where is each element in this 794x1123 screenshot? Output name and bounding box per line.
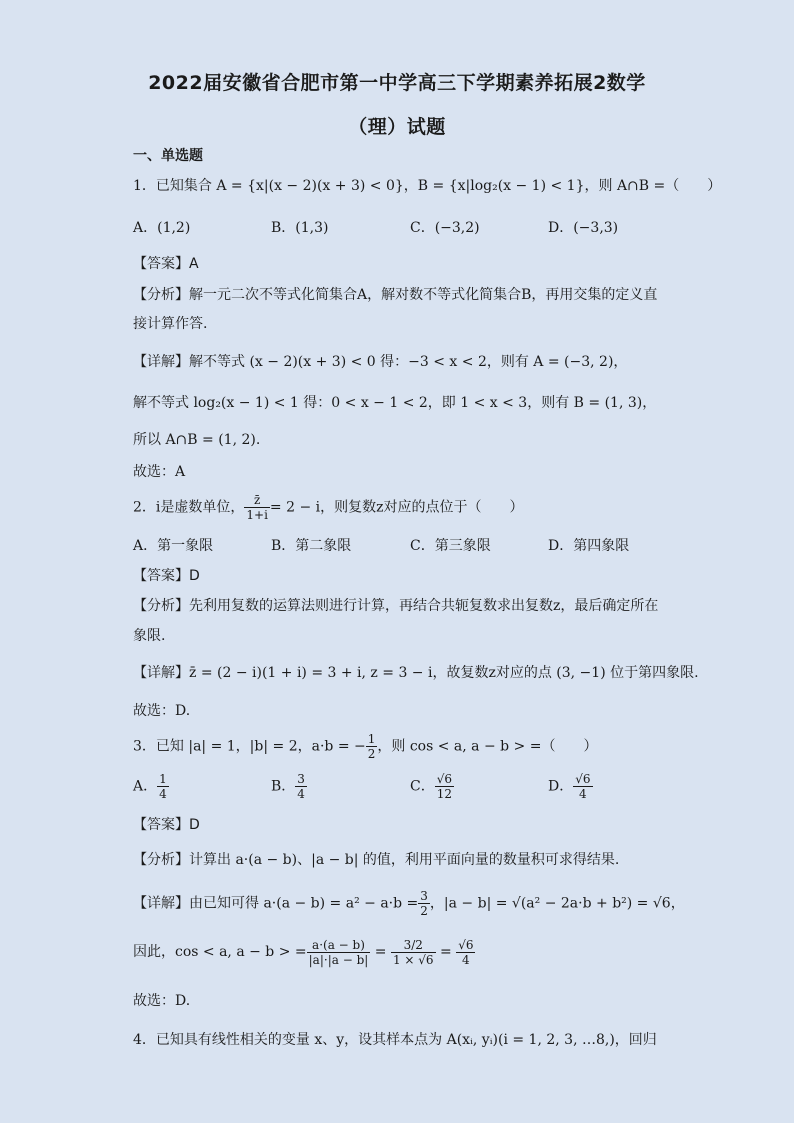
q3-option-c-fraction xyxy=(435,772,454,801)
q3-detail-2-fraction-1 xyxy=(307,938,371,967)
q1-detail-3: 所以 A∩B = (1, 2). xyxy=(133,432,261,448)
q3-option-a-denominator: 4 xyxy=(159,787,167,801)
q3-detail-2-fraction-2-numerator: 3/2 xyxy=(391,938,436,953)
q3-detail-2-fraction-3-numerator: √6 xyxy=(458,937,474,952)
document-title-line2: （理）试题 xyxy=(348,116,446,138)
q3-stem-fraction-numerator: 1 xyxy=(367,732,376,746)
q3-analysis: 【分析】计算出 a·(a − b)、|a − b| 的值，利用平面向量的数量积可求得结果. xyxy=(133,852,620,868)
q2-stem-post: = 2 − i，则复数z对应的点位于（ ） xyxy=(269,499,524,516)
q1-answer: 【答案】A xyxy=(133,256,199,272)
q3-detail-2-fraction-1-denominator: |a|·|a − b| xyxy=(308,952,369,967)
q3-detail-1-denominator: 2 xyxy=(420,904,428,918)
q1-choose: 故选：A xyxy=(133,464,186,480)
q3-option-a-fraction xyxy=(157,772,169,801)
q3-option-a xyxy=(133,772,169,801)
q2-stem-pre: 2．i是虚数单位， xyxy=(133,499,245,516)
q1-option-b: B．(1,3) xyxy=(271,220,329,236)
q2-option-b: B．第二象限 xyxy=(271,538,352,554)
q3-option-c xyxy=(410,772,454,801)
q3-option-d xyxy=(548,772,593,801)
q3-option-b-fraction xyxy=(295,772,307,801)
q2-fraction xyxy=(244,493,270,522)
q3-detail-1-numerator: 3 xyxy=(420,889,428,903)
q3-detail-2-fraction-2 xyxy=(391,938,436,967)
q2-detail: 【详解】z̄ = (2 − i)(1 + i) = 3 + i, z = 3 − i，故复数z对应的点 (3, −1) 位于第四象限. xyxy=(133,665,699,681)
q3-detail-1 xyxy=(133,889,754,918)
q3-detail-1-fraction xyxy=(418,889,430,918)
q3-stem-fraction-denominator: 2 xyxy=(367,747,376,761)
q1-option-d: D．(−3,3) xyxy=(548,220,619,236)
q2-fraction-denominator: 1+i xyxy=(246,508,268,522)
q1-detail-1: 【详解】解不等式 (x − 2)(x + 3) < 0 得：−3 < x < 2，则有 A = (−3, 2)， xyxy=(133,354,628,370)
q1-analysis-1: 【分析】解一元二次不等式化简集合A，解对数不等式化简集合B，再用交集的定义直 xyxy=(133,287,658,303)
q3-option-b-denominator: 4 xyxy=(297,787,305,801)
q3-detail-1-pre: 【详解】由已知可得 a·(a − b) = a² − a·b = xyxy=(133,895,419,912)
q2-stem xyxy=(133,493,754,522)
q3-detail-2-fraction-3-denominator: 4 xyxy=(462,952,470,967)
q3-option-d-denominator: 4 xyxy=(579,787,587,801)
q3-option-c-denominator: 12 xyxy=(436,787,452,801)
section-heading: 一、单选题 xyxy=(133,148,203,164)
q3-detail-2-fraction-3 xyxy=(456,938,475,967)
q3-detail-2-equals-2: = xyxy=(440,944,452,960)
q3-option-b xyxy=(271,772,307,801)
q3-detail-2-equals-1: = xyxy=(374,944,387,960)
q3-option-d-label: D． xyxy=(548,778,574,795)
q3-option-b-label: B． xyxy=(271,778,296,795)
q3-choose: 故选：D. xyxy=(133,993,191,1009)
document-title-line1: 2022届安徽省合肥市第一中学高三下学期素养拓展2数学 xyxy=(148,72,646,94)
q2-choose: 故选：D. xyxy=(133,703,191,719)
q2-answer: 【答案】D xyxy=(133,568,200,584)
q1-stem: 1．已知集合 A = {x|(x − 2)(x + 3) < 0}，B = {x|log₂(x − 1) < 1}，则 A∩B =（ ） xyxy=(133,178,722,194)
q3-option-d-fraction xyxy=(573,772,592,801)
q3-stem xyxy=(133,732,754,761)
q4-stem: 4．已知具有线性相关的变量 x、y，设其样本点为 A(xᵢ, yᵢ)(i = 1, 2, 3, …8,)，回归 xyxy=(133,1032,657,1048)
q3-detail-2-fraction-1-numerator: a·(a − b) xyxy=(307,938,371,953)
q2-option-c: C．第三象限 xyxy=(410,538,491,554)
q3-option-c-label: C． xyxy=(410,778,435,795)
q3-option-a-label: A． xyxy=(133,778,158,795)
q3-answer: 【答案】D xyxy=(133,817,200,833)
q3-option-b-numerator: 3 xyxy=(297,772,305,786)
q1-option-a: A．(1,2) xyxy=(133,220,191,236)
q2-fraction-numerator: z̄ xyxy=(244,493,270,508)
q1-detail-2: 解不等式 log₂(x − 1) < 1 得：0 < x − 1 < 2，即 1 < x < 3，则有 B = (1, 3)， xyxy=(133,395,657,411)
q2-analysis-1: 【分析】先利用复数的运算法则进行计算，再结合共轭复数求出复数z，最后确定所在 xyxy=(133,598,659,614)
q3-option-a-numerator: 1 xyxy=(159,772,167,786)
q3-stem-fraction xyxy=(366,732,378,761)
q3-option-d-numerator: √6 xyxy=(575,772,591,786)
q3-stem-post: ，则 cos < a, a − b > =（ ） xyxy=(377,738,598,755)
q3-detail-2-pre: 因此，cos < a, a − b > = xyxy=(133,944,307,960)
q3-detail-2-fraction-2-denominator: 1 × √6 xyxy=(392,952,434,967)
q1-option-c: C．(−3,2) xyxy=(410,220,480,236)
q3-stem-pre: 3．已知 |a| = 1，|b| = 2，a·b = − xyxy=(133,738,366,755)
q2-option-d: D．第四象限 xyxy=(548,538,630,554)
q3-option-c-numerator: √6 xyxy=(436,772,452,786)
q3-detail-2 xyxy=(133,935,754,969)
q1-analysis-2: 接计算作答. xyxy=(133,316,208,332)
q2-option-a: A．第一象限 xyxy=(133,538,214,554)
q2-analysis-2: 象限. xyxy=(133,628,166,644)
q3-detail-1-post: ，|a − b| = √(a² − 2a·b + b²) = √6， xyxy=(429,895,685,912)
